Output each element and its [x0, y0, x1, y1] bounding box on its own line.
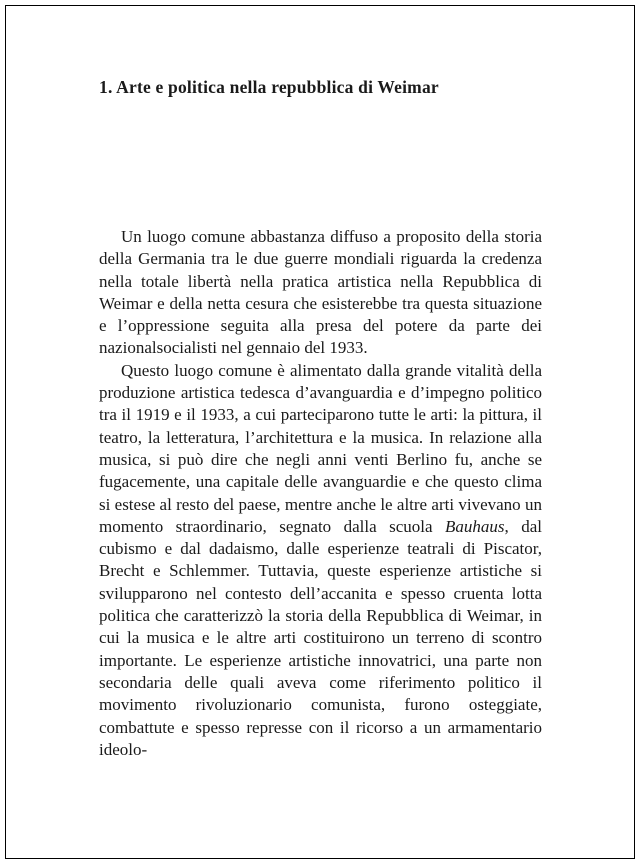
paragraph-2 — [99, 360, 542, 761]
paragraph-2-italic-term: Bauhaus — [445, 516, 505, 536]
body-text — [99, 226, 542, 761]
paragraph-1: Un luogo comune abbastanza diffuso a proposito della storia della Germania tra le due guerre mondiali riguarda la credenza nella totale libertà nella pratica artistica nella Repubblica di Weimar e della netta cesura che esisterebbe tra questa situazione e l’oppressione seguita alla presa del potere da parte dei nazionalsocialisti nel gennaio del 1933. — [99, 227, 542, 358]
paragraph-2-text-before-italic: Questo luogo comune è alimentato dalla grande vitalità della produzione artistica tedesca d’avanguardia e d’impegno politico tra il 1919 e il 1933, a cui parteciparono tutte le arti: la pittura, il teatro, la letteratura, l’architettura e la musica. In relazione alla musica, si può dire che negli anni venti Berlino fu, anche se fugacemente, una capitale delle avanguardie e che questo clima si estese al resto del paese, mentre anche le altre arti vivevano un momento straordinario, segnato dalla scuola — [99, 360, 542, 536]
chapter-heading: 1. Arte e politica nella repubblica di Weimar — [99, 77, 439, 97]
page-content — [99, 0, 542, 761]
paragraph-2-text-after-italic: , dal cubismo e dal dadaismo, dalle esperienze teatrali di Piscator, Brecht e Schlemmer. Tuttavia, queste esperienze artistiche si svilupparono nel contesto dell’accanita e spesso cruenta lotta politica che caratterizzò la storia della Repubblica di Weimar, in cui la musica e le altre arti costituirono un terreno di scontro importante. Le esperienze artistiche innovatrici, una parte non secondaria delle quali aveva come riferimento politico il movimento rivoluzionario comunista, furono osteggiate, combattute e spesso represse con il ricorso a un armamentario ideolo- — [99, 516, 542, 759]
